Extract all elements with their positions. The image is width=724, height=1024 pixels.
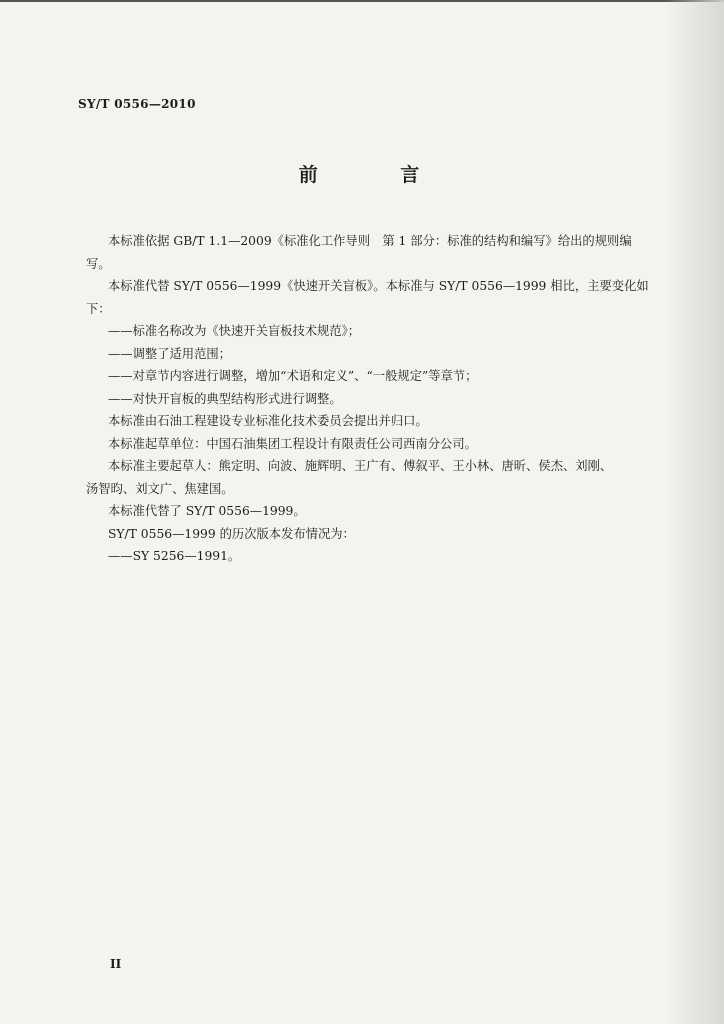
paragraph-replaces: 本标准代替 SY/T 0556—1999《快速开关盲板》。本标准与 SY/T 0556—1999 相比，主要变化如 — [108, 279, 649, 293]
document-code: SY/T 0556—2010 — [78, 97, 196, 111]
page-title: 前 言 — [298, 164, 458, 186]
paragraph-proposer: 本标准由石油工程建设专业标准化技术委员会提出并归口。 — [108, 414, 428, 428]
paragraph-drafting-unit: 本标准起草单位：中国石油集团工程设计有限责任公司西南分公司。 — [108, 436, 477, 451]
paragraph-drafters-cont: 汤智昀、刘文广、焦建国。 — [86, 481, 234, 496]
top-edge-line — [0, 0, 724, 2]
change-item: ——对快开盲板的典型结构形式进行调整。 — [108, 391, 342, 406]
paragraph-basis: 本标准依据 GB/T 1.1—2009《标准化工作导则 第 1 部分：标准的结构和编写》给出的规则编 — [108, 234, 632, 248]
change-item: ——调整了适用范围； — [108, 346, 231, 361]
paragraph-history: SY/T 0556—1999 的历次版本发布情况为： — [108, 526, 355, 541]
paragraph-replaces-cont: 下： — [86, 301, 111, 316]
change-item: ——对章节内容进行调整，增加“术语和定义”、“一般规定”等章节； — [108, 369, 478, 383]
foreword-body — [86, 230, 658, 568]
page-number: II — [110, 957, 122, 971]
paragraph-basis-cont: 写。 — [86, 256, 111, 271]
paragraph-supersedes: 本标准代替了 SY/T 0556—1999。 — [108, 504, 306, 518]
paragraph-drafters: 本标准主要起草人：熊定明、向波、施辉明、王广有、傅叙平、王小林、唐昕、侯杰、刘刚、 — [108, 459, 613, 473]
scan-shadow — [664, 0, 724, 1024]
history-item: ——SY 5256—1991。 — [108, 549, 241, 563]
change-item: ——标准名称改为《快速开关盲板技术规范》； — [108, 324, 361, 338]
